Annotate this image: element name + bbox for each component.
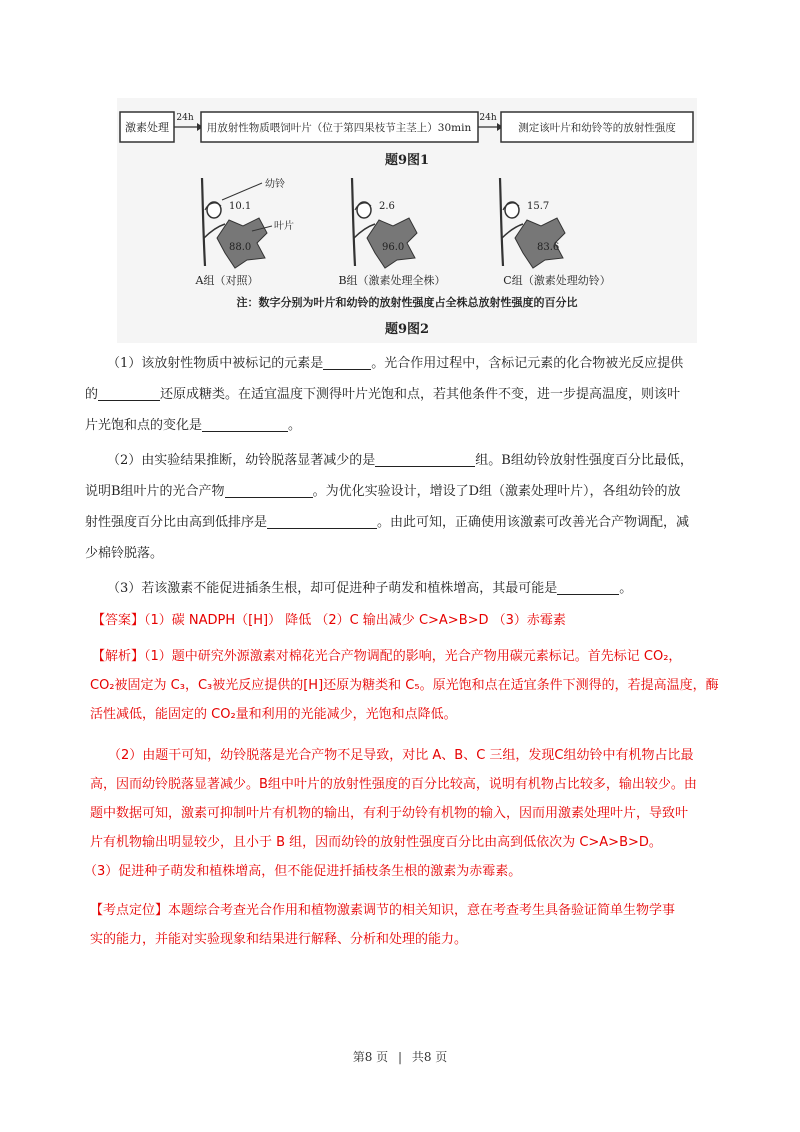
group-name-a: A组（对照） <box>195 274 259 287</box>
key-point-a: 【考点定位】本题综合考查光合作用和植物激素调节的相关知识，意在考查考生具备验证简单生物学事 <box>90 903 676 918</box>
question-2-line-3: 射性强度百分比由高到低排序是 。由此可知，正确使用该激素可改善光合产物调配，减 <box>85 515 690 530</box>
blank-5[interactable] <box>225 483 313 498</box>
flow-arrow-2-label: 24h <box>479 113 497 123</box>
analysis-1b: CO₂被固定为 C₃，C₃被光反应提供的[H]还原为糖类和 C₅。原光饱和点在适宜条件下测得的，若提高温度，酶 <box>90 678 719 693</box>
question-2-line-1: （2）由实验结果推断，幼铃脱落显著减少的是 组。B组幼铃放射性强度百分比最低， <box>107 453 693 468</box>
analysis-2a: （2）由题干可知，幼铃脱落是光合产物不足导致，对比 A、B、C 三组，发现C组幼铃中有机物占比最 <box>108 748 694 763</box>
analysis-2c: 题中数据可知，激素可抑制叶片有机物的输出，有利于幼铃有机物的输入，因而用激素处理叶片，导致叶 <box>90 806 689 821</box>
question-1-line-3: 片光饱和点的变化是 。 <box>85 418 302 433</box>
question-1-line-1: （1）该放射性物质中被标记的元素是 。光合作用过程中，含标记元素的化合物被光反应提供 <box>107 356 684 371</box>
blank-4[interactable] <box>375 452 475 467</box>
blank-7[interactable] <box>557 580 619 595</box>
flow-arrow-1-label: 24h <box>176 113 194 123</box>
blank-2[interactable] <box>98 386 160 401</box>
boll-value-c: 15.7 <box>527 201 550 212</box>
blank-6[interactable] <box>267 514 377 529</box>
blank-3[interactable] <box>202 417 288 432</box>
label-leaf: 叶片 <box>274 221 294 232</box>
page-footer <box>0 1048 800 1065</box>
question-3-line-1: （3）若该激素不能促进插条生根，却可促进种子萌发和植株增高，其最可能是 。 <box>107 581 633 596</box>
figure1-caption: 题9图1 <box>384 153 430 168</box>
experiment-figure <box>117 98 697 343</box>
boll-value-a: 10.1 <box>229 201 252 212</box>
footer-page: 第8 页 <box>352 1050 389 1064</box>
answer-block <box>84 608 732 954</box>
question-1-line-2: 的 还原成糖类。在适宜温度下测得叶片光饱和点，若其他条件不变，进一步提高温度，则该叶 <box>85 387 681 402</box>
analysis-1a: 【解析】（1）题中研究外源激素对棉花光合产物调配的影响，光合产物用碳元素标记。首先标记 CO₂， <box>92 649 682 664</box>
answer-line: 【答案】（1）碳 NADPH（[H]） 降低 （2）C 输出减少 C>A>B>D （3）赤霉素 <box>92 613 566 628</box>
analysis-3: （3）促进种子萌发和植株增高，但不能促进扦插枝条生根的激素为赤霉素。 <box>84 864 522 879</box>
question-2-line-2: 说明B组叶片的光合产物 。为优化实验设计，增设了D组（激素处理叶片），各组幼铃的放 <box>85 484 681 499</box>
flow-box-measure-text: 测定该叶片和幼铃等的放射性强度 <box>518 122 676 134</box>
boll-value-b: 2.6 <box>379 201 395 212</box>
question-2-line-4: 少棉铃脱落。 <box>85 546 164 561</box>
figure2-caption: 题9图2 <box>384 322 430 337</box>
leaf-value-b: 96.0 <box>382 242 405 253</box>
group-name-b: B组（激素处理全株） <box>338 274 446 287</box>
analysis-2b: 高，因而幼铃脱落显著减少。B组中叶片的放射性强度的百分比较高，说明有机物占比较多，输出较少。由 <box>90 777 697 792</box>
leaf-value-c: 83.6 <box>537 242 560 253</box>
analysis-2d: 片有机物输出明显较少，且小于 B 组，因而幼铃的放射性强度百分比由高到低依次为 C>A>B>D。 <box>90 835 662 850</box>
footer-total: 共8 页 <box>411 1050 448 1064</box>
analysis-1c: 活性减低，能固定的 CO₂量和利用的光能减少，光饱和点降低。 <box>90 707 457 722</box>
question-block <box>85 348 735 604</box>
leaf-value-a: 88.0 <box>229 242 252 253</box>
figure2-note: 注：数字分别为叶片和幼铃的放射性强度占全株总放射性强度的百分比 <box>236 296 578 309</box>
key-point-b: 实的能力，并能对实验现象和结果进行解释、分析和处理的能力。 <box>90 932 468 947</box>
group-name-c: C组（激素处理幼铃） <box>503 274 611 287</box>
footer-separator: | <box>397 1050 403 1064</box>
flow-box-feeding-text: 用放射性物质喂饲叶片（位于第四果枝节主茎上）30min <box>206 122 472 134</box>
label-boll: 幼铃 <box>265 179 285 190</box>
flow-box-treatment-text: 激素处理 <box>125 121 169 134</box>
blank-1[interactable] <box>323 355 371 370</box>
